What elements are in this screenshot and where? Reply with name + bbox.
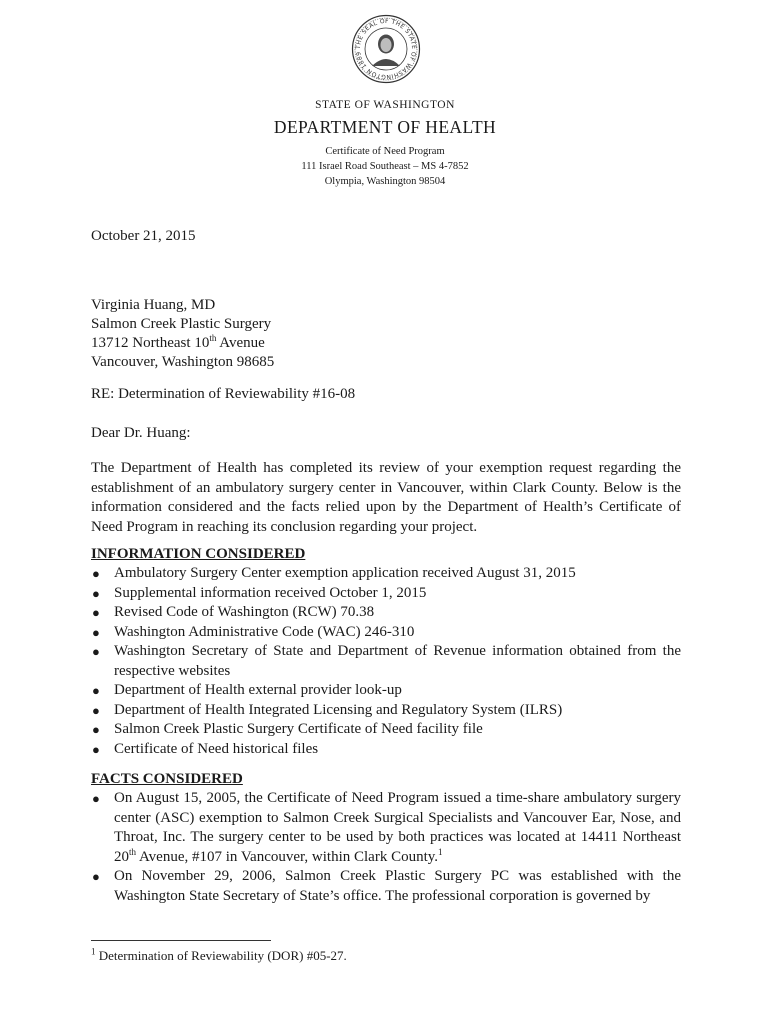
info-heading: INFORMATION CONSIDERED [91, 546, 306, 562]
state-seal-icon [351, 14, 421, 84]
info-list [91, 564, 681, 759]
program-name: Certificate of Need Program [325, 146, 445, 157]
bullet-icon: ● [92, 741, 100, 757]
recipient-street: 13712 Northeast 10th Avenue [91, 333, 265, 351]
svg-text:THE SEAL OF THE STATE OF WASHI: THE SEAL OF THE STATE OF WASHINGTON 1889 [354, 17, 418, 81]
recipient-name: Virginia Huang, MD [91, 297, 216, 313]
list-item: ● Supplemental information received October 1, 2015 [91, 584, 681, 604]
letter-date: October 21, 2015 [91, 228, 196, 244]
intro-paragraph: The Department of Health has completed its review of your exemption request regarding the establishment of an ambulatory surgery center in Vancouver, within Clark County. Below is the information considered and the facts relied upon by the Department of Health’s Certificate of Need Program in reaching its conclusion regarding your project. [91, 460, 681, 535]
bullet-icon: ● [92, 702, 100, 718]
list-item: ● On August 15, 2005, the Certificate of Need Program issued a time-share ambulatory surgery center (ASC) exemption to Salmon Creek Surgical Specialists and Vancouver Ear, Nose, and Throat, Inc. The surgery center to be used by both practices was located at 14411 Northeast 20th Avenue, #107 in Vancouver, within Clark County.$^1$ [92, 790, 681, 865]
re-line: RE: Determination of Reviewability #16-08 [91, 386, 356, 402]
state-name: STATE OF WASHINGTON [315, 99, 455, 111]
list-item: ● Washington Secretary of State and Department of Revenue information obtained from the respective websites [92, 643, 681, 679]
footnote-ref: 1 [438, 846, 443, 857]
list-item: ● On November 29, 2006, Salmon Creek Plastic Surgery PC was established with the Washington State Secretary of State’s office. The professional corporation is governed by [92, 868, 681, 904]
program-street: 111 Israel Road Southeast – MS 4-7852 [301, 161, 469, 172]
list-item: ● Department of Health Integrated Licensing and Regulatory System (ILRS) [91, 701, 681, 721]
list-item: ● Washington Administrative Code (WAC) 246-310 [91, 623, 681, 643]
bullet-icon: ● [92, 869, 100, 884]
salutation: Dear Dr. Huang: [91, 425, 191, 441]
list-item: ● Certificate of Need historical files [91, 740, 681, 760]
bullet-icon: ● [92, 605, 100, 620]
facts-heading: FACTS CONSIDERED [91, 771, 243, 787]
bullet-icon: ● [92, 624, 100, 640]
bullet-icon: ● [92, 644, 100, 659]
bullet-icon: ● [92, 566, 100, 581]
program-city: Olympia, Washington 98504 [324, 176, 446, 187]
facts-list [91, 789, 681, 906]
footnote-divider [91, 940, 271, 941]
bullet-icon: ● [92, 683, 100, 698]
department-name: DEPARTMENT OF HEALTH [273, 117, 497, 137]
list-item: ● Salmon Creek Plastic Surgery Certificate of Need facility file [91, 720, 681, 740]
recipient-city: Vancouver, Washington 98685 [91, 354, 275, 370]
bullet-icon: ● [92, 585, 100, 601]
bullet-icon: ● [92, 791, 100, 806]
recipient-org: Salmon Creek Plastic Surgery [91, 316, 272, 332]
list-item: ● Revised Code of Washington (RCW) 70.38 [91, 603, 681, 623]
list-item: ● Ambulatory Surgery Center exemption application received August 31, 2015 [91, 564, 681, 584]
footnote: $^1$ Determination of Reviewability (DOR) #05-27. [91, 946, 347, 963]
bullet-icon: ● [92, 722, 100, 737]
list-item: ● Department of Health external provider look-up [91, 681, 681, 701]
